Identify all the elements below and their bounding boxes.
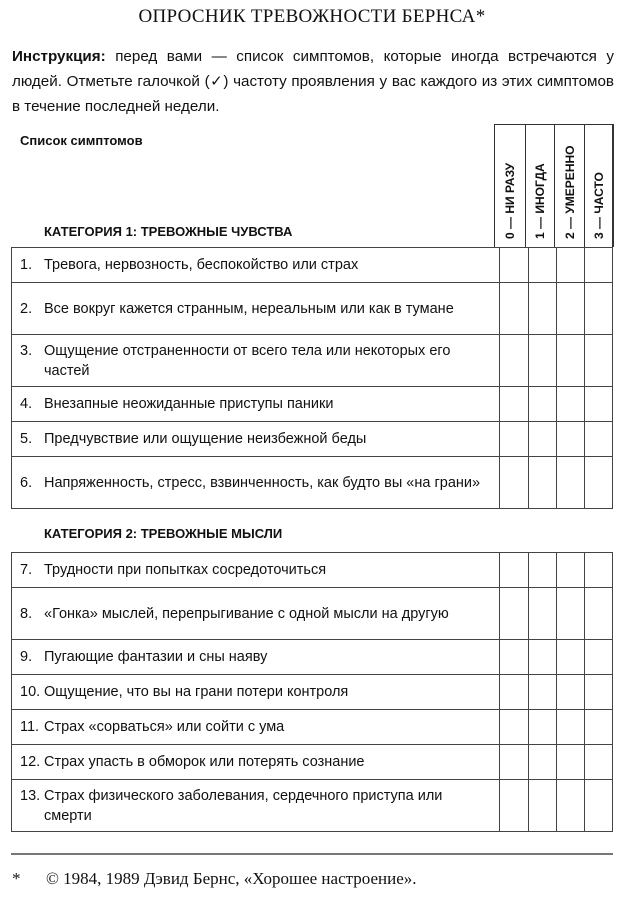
column-label: 0 — НИ РАЗУ: [503, 162, 517, 239]
symptom-text: Страх физического заболевания, сердечного приступа или смерти: [44, 787, 443, 824]
answer-checkbox-1[interactable]: [528, 640, 556, 675]
symptom-number: 6.: [20, 474, 33, 491]
answer-checkbox-1[interactable]: [528, 422, 556, 457]
symptom-item: [20, 717, 493, 737]
symptom-cell: [12, 640, 500, 675]
symptom-item: [20, 560, 493, 580]
column-label: 3 — ЧАСТО: [591, 172, 606, 239]
answer-checkbox-1[interactable]: [528, 457, 556, 509]
symptom-text: «Гонка» мыслей, перепрыгивание с одной мысли на другую: [44, 605, 449, 622]
symptom-item: [20, 255, 493, 275]
symptom-item: [20, 473, 493, 493]
symptom-text: Трудности при попытках сосредоточиться: [44, 562, 327, 578]
answer-checkbox-1[interactable]: [528, 283, 556, 335]
symptom-cell: [12, 387, 500, 422]
symptom-cell: [12, 335, 500, 387]
symptom-number: 1.: [20, 257, 33, 273]
symptom-row: [12, 422, 613, 457]
symptom-row: [12, 457, 613, 509]
answer-checkbox-2[interactable]: [556, 553, 584, 588]
answer-checkbox-3[interactable]: [584, 553, 612, 588]
answer-checkbox-0[interactable]: [500, 335, 528, 387]
column-label: 2 — УМЕРЕННО: [562, 145, 577, 239]
answer-checkbox-0[interactable]: [500, 553, 528, 588]
column-header-0: [494, 124, 525, 247]
symptom-number: 11.: [20, 719, 40, 735]
symptom-cell: [12, 588, 500, 640]
answer-checkbox-1[interactable]: [528, 745, 556, 780]
symptom-number: 9.: [20, 649, 33, 665]
answer-checkbox-0[interactable]: [500, 745, 528, 780]
answer-checkbox-0[interactable]: [500, 457, 528, 509]
symptom-text: Ощущение отстраненности от всего тела или некоторых его частей: [44, 342, 451, 379]
symptom-row: [12, 248, 613, 283]
symptom-item: [20, 604, 493, 624]
answer-checkbox-3[interactable]: [584, 640, 612, 675]
symptom-cell: [12, 553, 500, 588]
footnote-mark: *: [12, 869, 21, 888]
symptom-text: Предчувствие или ощущение неизбежной беды: [44, 431, 367, 447]
answer-checkbox-3[interactable]: [584, 335, 612, 387]
answer-checkbox-1[interactable]: [528, 335, 556, 387]
symptom-cell: [12, 457, 500, 509]
symptom-text: Все вокруг кажется странным, нереальным или как в тумане: [44, 300, 454, 317]
category-2-title: КАТЕГОРИЯ 2: ТРЕВОЖНЫЕ МЫСЛИ: [44, 526, 283, 541]
answer-checkbox-2[interactable]: [556, 283, 584, 335]
symptom-text: Внезапные неожиданные приступы паники: [44, 396, 334, 412]
answer-checkbox-3[interactable]: [584, 283, 612, 335]
answer-checkbox-3[interactable]: [584, 588, 612, 640]
symptom-cell: [12, 283, 500, 335]
symptom-item: [20, 299, 493, 319]
answer-checkbox-2[interactable]: [556, 640, 584, 675]
answer-checkbox-1[interactable]: [528, 675, 556, 710]
column-label: 1 — ИНОГДА: [533, 163, 547, 239]
answer-checkbox-0[interactable]: [500, 588, 528, 640]
symptom-row: [12, 588, 613, 640]
symptom-cell: [12, 422, 500, 457]
symptom-row: [12, 780, 613, 832]
answer-checkbox-3[interactable]: [584, 675, 612, 710]
answer-checkbox-2[interactable]: [556, 248, 584, 283]
symptom-row: [12, 675, 613, 710]
answer-checkbox-0[interactable]: [500, 283, 528, 335]
symptom-row: [12, 283, 613, 335]
symptom-number: 5.: [20, 431, 33, 447]
symptom-item: [20, 429, 493, 449]
symptom-number: 3.: [20, 342, 33, 359]
symptom-text: Страх упасть в обморок или потерять сознание: [44, 754, 365, 770]
answer-checkbox-2[interactable]: [556, 422, 584, 457]
symptom-cell: [12, 675, 500, 710]
symptom-row: [12, 335, 613, 387]
category-1-title: КАТЕГОРИЯ 1: ТРЕВОЖНЫЕ ЧУВСТВА: [44, 224, 293, 239]
symptom-item: [20, 682, 493, 702]
answer-checkbox-3[interactable]: [584, 422, 612, 457]
answer-checkbox-0[interactable]: [500, 675, 528, 710]
symptom-number: 12.: [20, 754, 41, 770]
answer-checkbox-1[interactable]: [528, 387, 556, 422]
answer-checkbox-2[interactable]: [556, 457, 584, 509]
answer-checkbox-2[interactable]: [556, 387, 584, 422]
symptom-text: Страх «сорваться» или сойти с ума: [44, 719, 285, 735]
answer-checkbox-2[interactable]: [556, 745, 584, 780]
symptom-item: [20, 647, 493, 667]
category-2-table: [11, 552, 613, 832]
symptom-cell: [12, 710, 500, 745]
symptom-number: 7.: [20, 562, 33, 578]
symptom-text: Ощущение, что вы на грани потери контроля: [44, 684, 349, 700]
answer-checkbox-3[interactable]: [584, 457, 612, 509]
column-header-3: [584, 124, 614, 247]
symptom-cell: [12, 745, 500, 780]
instruction-text: перед вами — список симптомов, которые иногда встречаются у людей. Отметьте галочкой (✓) частоту проявления у вас каждого из этих симптомов в течение последней недели.: [12, 48, 614, 115]
footnote: [12, 869, 417, 889]
answer-checkbox-3[interactable]: [584, 745, 612, 780]
answer-checkbox-2[interactable]: [556, 335, 584, 387]
answer-checkbox-2[interactable]: [556, 588, 584, 640]
symptom-number: 2.: [20, 300, 33, 317]
symptom-item: [20, 752, 493, 772]
footnote-divider: [11, 853, 613, 855]
symptom-list-header: Список симптомов: [20, 133, 143, 148]
instruction: [12, 44, 614, 119]
symptom-cell: [12, 780, 500, 832]
answer-checkbox-3[interactable]: [584, 710, 612, 745]
column-header-1: [525, 124, 554, 247]
answer-checkbox-1[interactable]: [528, 248, 556, 283]
symptom-number: 10.: [20, 684, 41, 700]
answer-checkbox-3[interactable]: [584, 248, 612, 283]
symptom-row: [12, 710, 613, 745]
answer-checkbox-0[interactable]: [500, 387, 528, 422]
symptom-text: Пугающие фантазии и сны наяву: [44, 649, 268, 665]
answer-checkbox-1[interactable]: [528, 553, 556, 588]
column-header-2: [554, 124, 584, 247]
symptom-row: [12, 745, 613, 780]
answer-checkbox-1[interactable]: [528, 588, 556, 640]
answer-checkbox-0[interactable]: [500, 248, 528, 283]
answer-checkbox-2[interactable]: [556, 675, 584, 710]
symptom-number: 4.: [20, 396, 33, 412]
symptom-number: 8.: [20, 605, 33, 622]
answer-checkbox-0[interactable]: [500, 640, 528, 675]
answer-checkbox-0[interactable]: [500, 710, 528, 745]
page-title: ОПРОСНИК ТРЕВОЖНОСТИ БЕРНСА*: [138, 6, 486, 27]
symptom-number: 13.: [20, 787, 41, 804]
answer-checkbox-3[interactable]: [584, 780, 612, 832]
symptom-item: [20, 786, 493, 826]
answer-checkbox-1[interactable]: [528, 710, 556, 745]
instruction-label: Инструкция:: [12, 48, 106, 65]
category-1-table: [11, 247, 613, 509]
answer-checkbox-1[interactable]: [528, 780, 556, 832]
answer-checkbox-2[interactable]: [556, 780, 584, 832]
symptom-item: [20, 394, 493, 414]
symptom-cell: [12, 248, 500, 283]
symptom-text: Тревога, нервозность, беспокойство или страх: [44, 257, 359, 273]
symptom-text: Напряженность, стресс, взвинченность, как будто вы «на грани»: [44, 474, 481, 491]
symptom-row: [12, 553, 613, 588]
answer-checkbox-0[interactable]: [500, 422, 528, 457]
answer-checkbox-2[interactable]: [556, 710, 584, 745]
symptom-row: [12, 387, 613, 422]
symptom-row: [12, 640, 613, 675]
footnote-text: © 1984, 1989 Дэвид Бернс, «Хорошее настроение».: [46, 869, 417, 888]
answer-checkbox-3[interactable]: [584, 387, 612, 422]
answer-checkbox-0[interactable]: [500, 780, 528, 832]
symptom-item: [20, 341, 493, 381]
